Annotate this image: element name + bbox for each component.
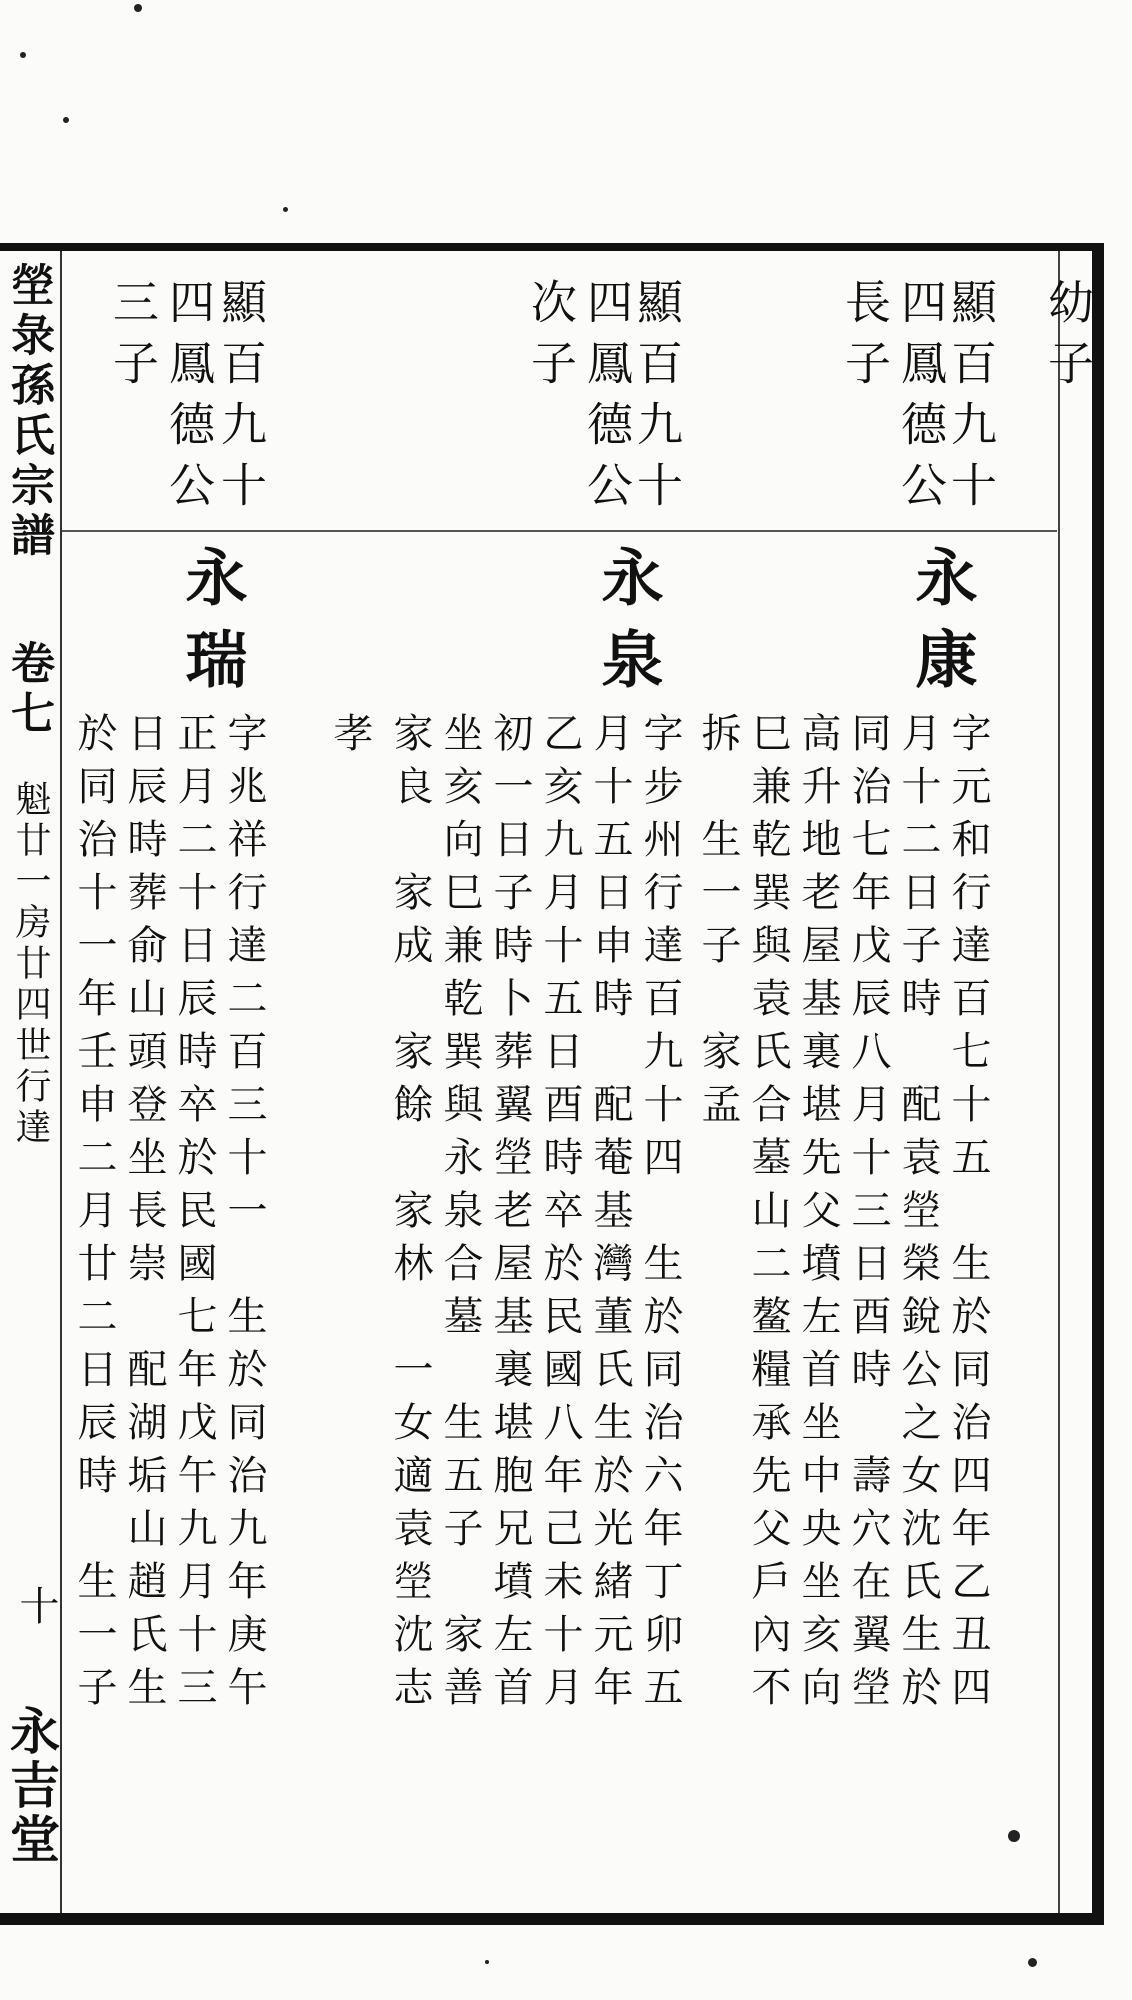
member-name: 永瑞 [175, 545, 248, 709]
column-rule [1058, 251, 1060, 1913]
lineage-col: 顯百九十 [944, 278, 998, 522]
biography-line: 孝 [327, 712, 373, 765]
lineage-col: 四鳳德公 [580, 278, 634, 522]
hall-name: 永吉堂 [2, 1705, 61, 1867]
scan-speck [20, 52, 26, 58]
member-name: 永康 [905, 545, 978, 709]
lineage-col: 顯百九十 [630, 278, 684, 522]
biography-line: 乙亥九月十五日酉時卒於民國八年己未十月 [537, 712, 583, 1719]
section-label: 魁廿一房廿四世行達 [10, 780, 51, 1149]
lineage-col: 幼子 [1041, 278, 1095, 400]
lineage-col: 三子 [106, 278, 160, 400]
biography-line: 高升地老屋基裏堪先父墳左首坐中央坐亥向 [795, 712, 841, 1719]
volume-label: 卷七 [3, 640, 54, 740]
biography-line: 坐亥向巳兼乾巽與永泉合墓 生五子 家善 [437, 712, 483, 1719]
biography-line: 家良 家成 家餘 家林 一女適袁塋沈志 [387, 712, 433, 1719]
page-number: 十 [13, 1585, 59, 1625]
biography-line: 於同治十一年壬申二月廿二日辰時 生一子 [71, 712, 117, 1719]
biography-line: 日辰時葬俞山頭登坐長崇 配湖垢山趙氏生 [121, 712, 167, 1719]
biography-line: 字兆祥行達二百三十一 生於同治九年庚午 [221, 712, 267, 1719]
scan-speck [134, 4, 142, 12]
biography-line: 拆 生一子 家孟 [695, 712, 741, 1136]
lineage-col: 四鳳德公 [894, 278, 948, 522]
scan-speck [485, 1960, 489, 1964]
member-name: 永泉 [591, 545, 664, 709]
biography-line: 正月二十日辰時卒於民國七年戊午九月十三 [171, 712, 217, 1719]
scan-speck [63, 117, 69, 123]
lineage-col: 四鳳德公 [162, 278, 216, 522]
biography-line: 月十五日申時 配菴基灣董氏生於光緒元年 [587, 712, 633, 1719]
biography-line: 字元和行達百七十五 生於同治四年乙丑四 [945, 712, 991, 1719]
lineage-col: 次子 [524, 278, 578, 400]
lineage-col: 顯百九十 [214, 278, 268, 522]
biography-line: 字步州行達百九十四 生於同治六年丁卯五 [637, 712, 683, 1719]
biography-line: 月十二日子時 配袁塋榮銳公之女沈氏生於 [895, 712, 941, 1719]
genealogy-title: 塋彔孫氏宗譜 [3, 262, 54, 562]
biography-line: 初一日子時卜葬翼塋老屋基裏堪胞兄墳左首 [487, 712, 533, 1719]
generation-divider [62, 530, 1057, 532]
lineage-col: 長子 [838, 278, 892, 400]
scan-speck [1028, 1958, 1037, 1967]
biography-line: 巳兼乾巽與袁氏合墓山二鳌糧承先父戶內不 [745, 712, 791, 1719]
biography-line: 同治七年戊辰八月十三日酉時 壽穴在翼塋 [845, 712, 891, 1719]
scan-speck [283, 207, 288, 212]
